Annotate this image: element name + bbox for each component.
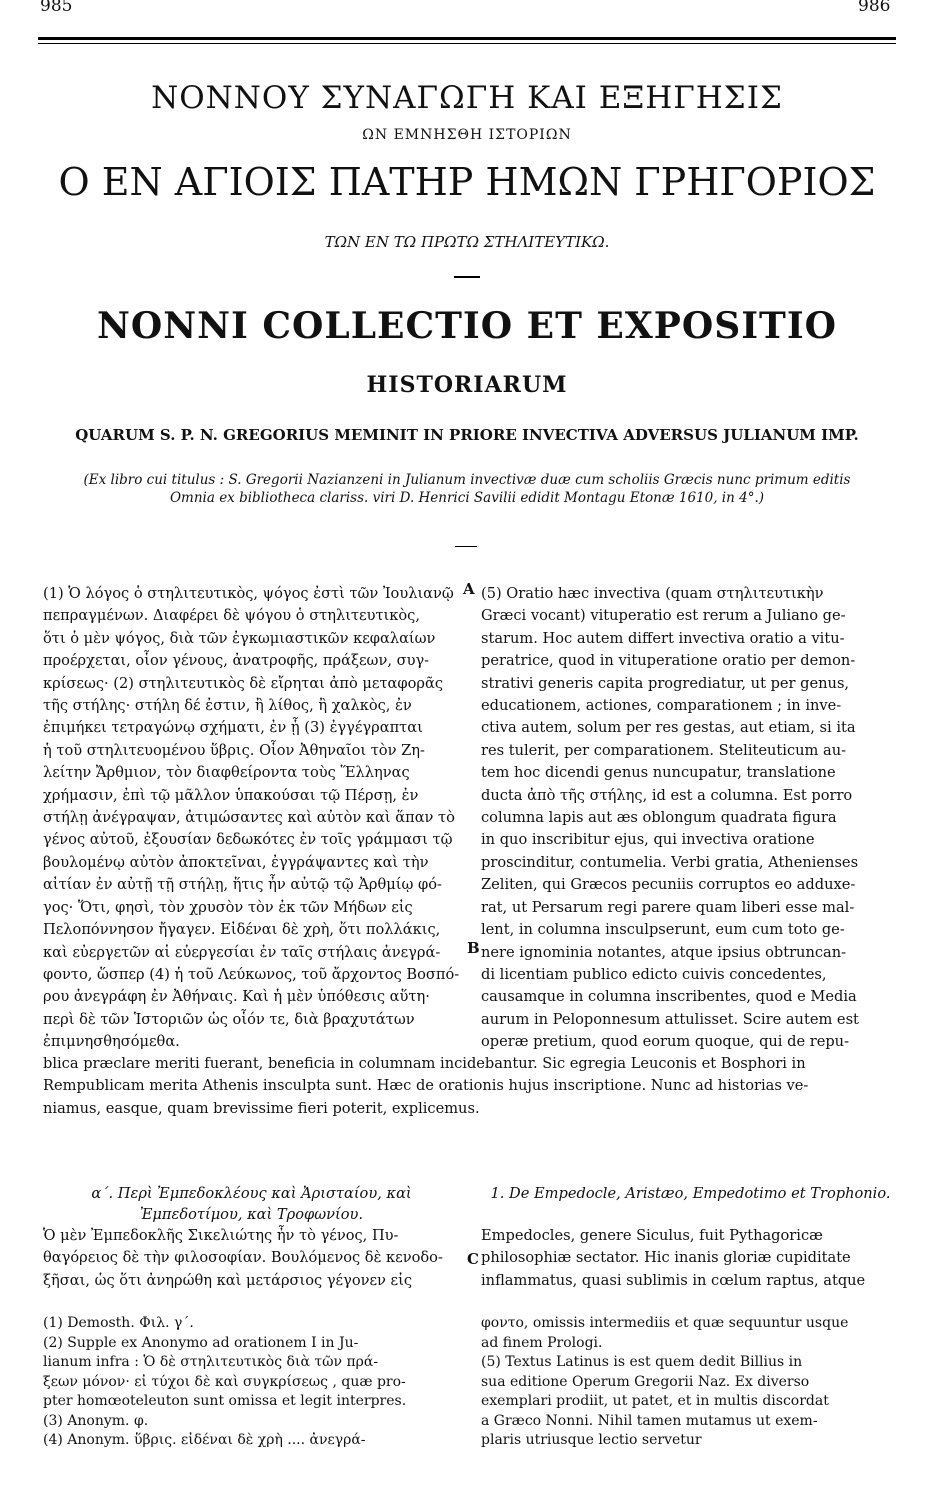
full-width-line: niamus, easque, quam brevissime fieri poterit, explicemus.	[43, 1099, 480, 1117]
latin-text-line: columna lapis aut æs oblongum quadrata figura	[481, 809, 837, 827]
latin-text-line: peratrice, quod in vituperatione oratio per demon-	[481, 652, 856, 670]
footnote-line: (2) Supple ex Anonymo ad orationem I in Ju-	[43, 1334, 359, 1351]
greek-text-line: τῆς στήλης· στήλη δέ ἐστιν, ἢ λίθος, ἢ χαλκὸς, ἐν	[43, 697, 412, 715]
full-width-line: blica præclare meriti fuerant, beneficia in columnam incidebantur. Sic egregia Leuconis et Bosphori in	[43, 1055, 806, 1072]
note-separator	[455, 546, 477, 547]
page-number-right: 986	[858, 0, 891, 16]
greek-text-line: γένος αὐτοῦ, ἐξουσίαν δεδωκότες ἐν τοῖς γράμμασι τῷ	[43, 831, 453, 849]
footnote-line: lianum infra : Ὁ δὲ στηλιτευτικὸς διὰ τῶν πρά-	[43, 1354, 379, 1370]
latin-section-line: philosophiæ sectator. Hic inanis gloriæ cupiditate	[481, 1249, 851, 1267]
latin-text-line: rat, ut Persarum regi parere quam liberi esse mal-	[481, 898, 855, 916]
latin-section-line: inflammatus, quasi sublimis in cœlum raptus, atque	[481, 1271, 866, 1289]
greek-text-line: φοντο, ὥσπερ (4) ἡ τοῦ Λεύκωνος, τοῦ ἄρχοντος Βοσπό-	[43, 965, 460, 983]
greek-text-line: ἐπιμνησθησόμεθα.	[43, 1033, 180, 1051]
latin-text-line: Zeliten, qui Græcos pecuniis corruptos eo adduxe-	[481, 876, 856, 894]
greek-text-line: στήλῃ ἀνέγραψαν, ἀτιμώσαντες καὶ αὐτὸν καὶ ἅπαν τὸ	[43, 809, 455, 827]
latin-text-line: in quo inscribitur ejus, qui invectiva oratione	[481, 831, 815, 849]
greek-text-line: βουλομένῳ αὐτὸν ἀποκτεῖναι, ἐγγράψαντες καὶ τὴν	[43, 853, 429, 871]
greek-title-line2: ΩΝ ΕΜΝΗΣΘΗ ΙΣΤΟΡΙΩΝ	[362, 127, 572, 143]
greek-text-line: γος· Ὅτι, φησὶ, τὸν χρυσὸν τὸν ἐκ τῶν Μήδων εἰς	[43, 898, 413, 916]
title-separator	[454, 276, 480, 278]
footnote-line: pter homœoteleuton sunt omissa et legit interpres.	[43, 1393, 407, 1409]
latin-title-line2: HISTORIARUM	[366, 372, 568, 398]
greek-text-line: ρου ἀνεγράφη ἐν Ἀθήναις. Καὶ ἡ μὲν ὑπόθεσις αὕτη·	[43, 988, 430, 1006]
latin-section-line: Empedocles, genere Siculus, fuit Pythagoricæ	[481, 1227, 823, 1244]
latin-text-line: (5) Oratio hæc invectiva (quam στηλιτευτικὴν	[481, 585, 824, 602]
footnote-line: a Græco Nonni. Nihil tamen mutamus ut exem-	[481, 1412, 818, 1429]
latin-text-line: educationem, actiones, comparationem ; in inve-	[481, 697, 842, 715]
greek-section-line: θαγόρειος δὲ τὴν φιλοσοφίαν. Βουλόμενος δὲ κενοδο-	[43, 1249, 443, 1267]
footnote-line: (1) Demosth. Φιλ. γ΄.	[43, 1315, 194, 1331]
footnotes-right	[481, 1314, 900, 1451]
footnote-line: (4) Anonym. ὕβρις. εἰδέναι δὲ χρὴ .... ἀνεγρά-	[43, 1432, 366, 1448]
footnote-line: sua editione Operum Gregorii Naz. Ex diverso	[481, 1373, 810, 1390]
page-number-left: 985	[40, 0, 73, 16]
greek-section-heading-line1: α΄. Περὶ Ἐμπεδοκλέους καὶ Ἀρισταίου, καὶ	[91, 1185, 412, 1202]
header-rule-thick	[38, 37, 896, 40]
latin-text-line: ctiva autem, solum per res gestas, aut etiam, si ita	[481, 719, 856, 737]
greek-section-line: ξῆσαι, ὡς ὅτι ἀνηρώθη καὶ μετάρσιος γέγονεν εἰς	[43, 1271, 413, 1289]
margin-letter-b: B	[467, 939, 480, 957]
greek-section-heading-line2: Ἐμπεδοτίμου, καὶ Τροφωνίου.	[139, 1206, 364, 1223]
greek-section-line: Ὁ μὲν Ἐμπεδοκλῆς Σικελιώτης ἦν τὸ γένος, Πυ-	[43, 1227, 399, 1244]
latin-text-line: proscinditur, contumelia. Verbi gratia, Athenienses	[481, 853, 859, 871]
greek-text-line: χρήμασιν, ἐπὶ τῷ μᾶλλον ὑπακούσαι τῷ Πέρσῃ, ἐν	[43, 786, 419, 804]
greek-text-line: ὅτι ὁ μὲν ψόγος, διὰ τῶν ἐγκωμιαστικῶν κεφαλαίων	[43, 629, 436, 647]
latin-column	[481, 583, 900, 1054]
latin-text-line: di licentiam publico edicto cuivis concedentes,	[481, 965, 827, 983]
greek-text-line: (1) Ὁ λόγος ὁ στηλιτευτικὸς, ψόγος ἐστὶ τῶν Ἰουλιανῷ	[43, 585, 454, 602]
latin-text-line: strativi generis capita progrediatur, ut per genus,	[481, 674, 850, 692]
greek-text-line: αἰτίαν ἐν αὐτῇ τῇ στήλῃ, ἥτις ἦν αὐτῷ τῷ Ἀρθμίῳ φό-	[43, 876, 442, 894]
footnote-line: (5) Textus Latinus is est quem dedit Billius in	[481, 1354, 803, 1370]
latin-title-line1: NONNI COLLECTIO ET EXPOSITIO	[96, 305, 838, 347]
latin-text-line: res tulerit, per comparationem. Steliteuticum au-	[481, 741, 847, 759]
latin-text-line: starum. Hoc autem differt invectiva oratio a vitu-	[481, 629, 845, 647]
footnotes-left	[43, 1314, 460, 1451]
source-note-line1: (Ex libro cui titulus : S. Gregorii Nazianzeni in Julianum invectivæ duæ cum scholiis Græcis nunc primum editis	[83, 472, 851, 488]
latin-text-line: Græci vocant) vituperatio est rerum a Juliano ge-	[481, 607, 846, 625]
source-note-line2: Omnia ex bibliotheca clariss. viri D. Henrici Savilii edidit Montagu Etonæ 1610, in 4°.)	[169, 490, 765, 506]
greek-text-line: πεπραγμένων. Διαφέρει δὲ ψόγου ὁ στηλιτευτικὸς,	[43, 607, 420, 625]
greek-text-line: κρίσεως· (2) στηλιτευτικὸς δὲ εἴρηται ἀπὸ μεταφορᾶς	[43, 674, 443, 692]
latin-text-line: tem hoc dicendi genus nuncupatur, translatione	[481, 764, 836, 782]
header-rule-thin	[38, 43, 896, 44]
full-width-line: Rempublicam merita Athenis insculpta sunt. Hæc de orationis hujus inscriptione. Nunc ad historias ve-	[43, 1077, 809, 1095]
footnote-line: plaris utriusque lectio servetur	[481, 1432, 702, 1448]
full-width-paragraph	[43, 1053, 900, 1120]
greek-section-heading	[43, 1183, 460, 1225]
greek-text-line: περὶ δὲ τῶν Ἱστοριῶν ὡς οἷόν τε, διὰ βραχυτάτων	[43, 1010, 415, 1028]
latin-title-line3: QUARUM S. P. N. GREGORIUS MEMINIT IN PRIORE INVECTIVA ADVERSUS JULIANUM IMP.	[75, 426, 859, 444]
greek-title-line3: Ο ΕΝ ΑΓΙΟΙΣ ΠΑΤΗΡ ΗΜΩΝ ΓΡΗΓΟΡΙΟΣ	[58, 160, 876, 204]
greek-section-text	[43, 1225, 460, 1292]
greek-text-line: προέρχεται, οἷον γένους, ἀνατροφῆς, πράξεων, συγ-	[43, 652, 430, 670]
margin-letter-c: C	[467, 1250, 479, 1268]
footnote-line: ξεων μόνον· εἰ τύχοι δὲ καὶ συγκρίσεως , quæ pro-	[43, 1373, 406, 1390]
margin-letter-a: A	[463, 580, 475, 598]
latin-section-heading: 1. De Empedocle, Aristæo, Empedotimo et Trophonio.	[490, 1185, 891, 1202]
latin-text-line: operæ pretium, quod eorum quoque, qui de repu-	[481, 1033, 850, 1051]
footnote-line: (3) Anonym. φ.	[43, 1412, 149, 1429]
latin-text-line: ducta ἀπὸ τῆς στήλης, id est a columna. Est porro	[481, 786, 853, 804]
greek-column	[43, 583, 460, 1054]
greek-text-line: Πελοπόννησον ἤγαγεν. Εἰδέναι δὲ χρὴ, ὅτι πολλάκις,	[43, 921, 441, 939]
greek-title-line1: ΝΟΝΝΟΥ ΣΥΝΑΓΩΓΗ ΚΑΙ ΕΞΗΓΗΣΙΣ	[151, 80, 783, 116]
footnote-line: exemplari prodiit, ut patet, et in multis discordat	[481, 1393, 829, 1409]
latin-section-text	[481, 1225, 900, 1292]
greek-text-line: ἡ τοῦ στηλιτευομένου ὕβρις. Οἷον Ἀθηναῖοι τὸν Ζη-	[43, 741, 425, 759]
footnote-line: φοντο, omissis intermediis et quæ sequuntur usque	[481, 1315, 849, 1331]
source-note	[34, 471, 900, 507]
greek-text-line: ἐπιμήκει τετραγώνῳ σχήματι, ἐν ᾗ (3) ἐγγέγραπται	[43, 719, 423, 737]
latin-text-line: causamque in columna inscribentes, quod e Media	[481, 988, 857, 1006]
greek-text-line: καὶ εὐεργετῶν αἱ εὐεργεσίαι ἐν ταῖς στήλαις ἀνεγρά-	[43, 943, 441, 961]
footnote-line: ad finem Prologi.	[481, 1334, 603, 1351]
latin-text-line: aurum in Peloponnesum attulisset. Scire autem est	[481, 1010, 859, 1028]
latin-text-line: lent, in columna insculpserunt, eum cum toto ge-	[481, 921, 845, 939]
latin-text-line: nere ignominia notantes, atque ipsius obtruncan-	[481, 943, 847, 961]
greek-text-line: λείτην Ἄρθμιον, τὸν διαφθείροντα τοὺς Ἕλληνας	[43, 764, 410, 782]
greek-title-line4: ΤΩΝ ΕΝ ΤΩ ΠΡΩΤΩ ΣΤΗΛΙΤΕΥΤΙΚΩ.	[324, 233, 610, 251]
